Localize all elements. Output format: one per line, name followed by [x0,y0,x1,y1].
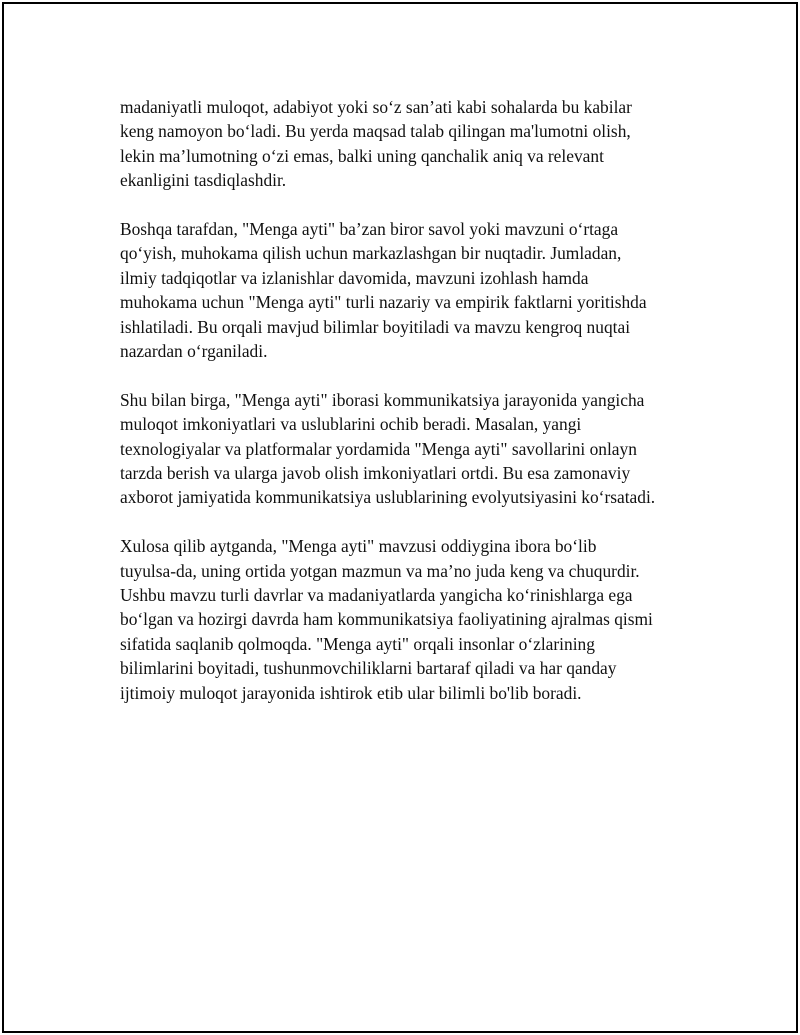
document-page [2,2,798,1033]
paragraph-2 [120,217,710,363]
text-line: ekanligini tasdiqlashdir. [120,170,287,191]
text-line: madaniyatli muloqot, adabiyot yoki so‘z san’ati kabi sohalarda bu kabilar [120,97,632,117]
text-line: muloqot imkoniyatlari va uslublarini ochib beradi. Masalan, yangi [120,414,582,435]
text-line: tarzda berish va ularga javob olish imkoniyatlari ortdi. Bu esa zamonaviy [120,463,631,484]
text-line: keng namoyon bo‘ladi. Bu yerda maqsad talab qilingan ma'lumotni olish, [120,121,631,142]
text-line: muhokama uchun "Menga ayti" turli nazariy va empirik faktlarni yoritishda [120,292,647,313]
text-line: bo‘lgan va hozirgi davrda ham kommunikatsiya faoliyatining ajralmas qismi [120,609,653,630]
text-line: qo‘yish, muhokama qilish uchun markazlashgan bir nuqtadir. Jumladan, [120,243,622,264]
text-line: Shu bilan birga, "Menga ayti" iborasi kommunikatsiya jarayonida yangicha [120,389,645,410]
text-line: texnologiyalar va platformalar yordamida "Menga ayti" savollarini onlayn [120,438,637,459]
text-line: Xulosa qilib aytganda, "Menga ayti" mavzusi oddiygina ibora bo‘lib [120,536,597,557]
text-line: ilmiy tadqiqotlar va izlanishlar davomida, mavzuni izohlash hamda [120,267,589,288]
text-line: axborot jamiyatida kommunikatsiya uslublarining evolyutsiyasini ko‘rsatadi. [120,487,656,508]
paragraph-3 [120,388,710,510]
text-line: tuyulsa-da, uning ortida yotgan mazmun va ma’no juda keng va chuqurdir. [120,560,640,581]
text-line: lekin ma’lumotning o‘zi emas, balki uning qanchalik aniq va relevant [120,145,604,166]
text-line: ijtimoiy muloqot jarayonida ishtirok etib ular bilimli bo'lib boradi. [120,682,582,703]
text-line: Ushbu mavzu turli davrlar va madaniyatlarda yangicha ko‘rinishlarga ega [120,585,633,606]
paragraph-4 [120,534,710,705]
paragraph-1 [120,95,710,193]
text-line: nazardan o‘rganiladi. [120,341,268,362]
text-line: Boshqa tarafdan, "Menga ayti" ba’zan biror savol yoki mavzuni o‘rtaga [120,219,619,240]
text-line: sifatida saqlanib qolmoqda. "Menga ayti" orqali insonlar o‘zlarining [120,633,595,654]
text-line: ishlatiladi. Bu orqali mavjud bilimlar boyitiladi va mavzu kengroq nuqtai [120,316,631,337]
text-line: bilimlarini boyitadi, tushunmovchiliklarni bartaraf qiladi va har qanday [120,658,617,679]
document-body [120,95,710,730]
